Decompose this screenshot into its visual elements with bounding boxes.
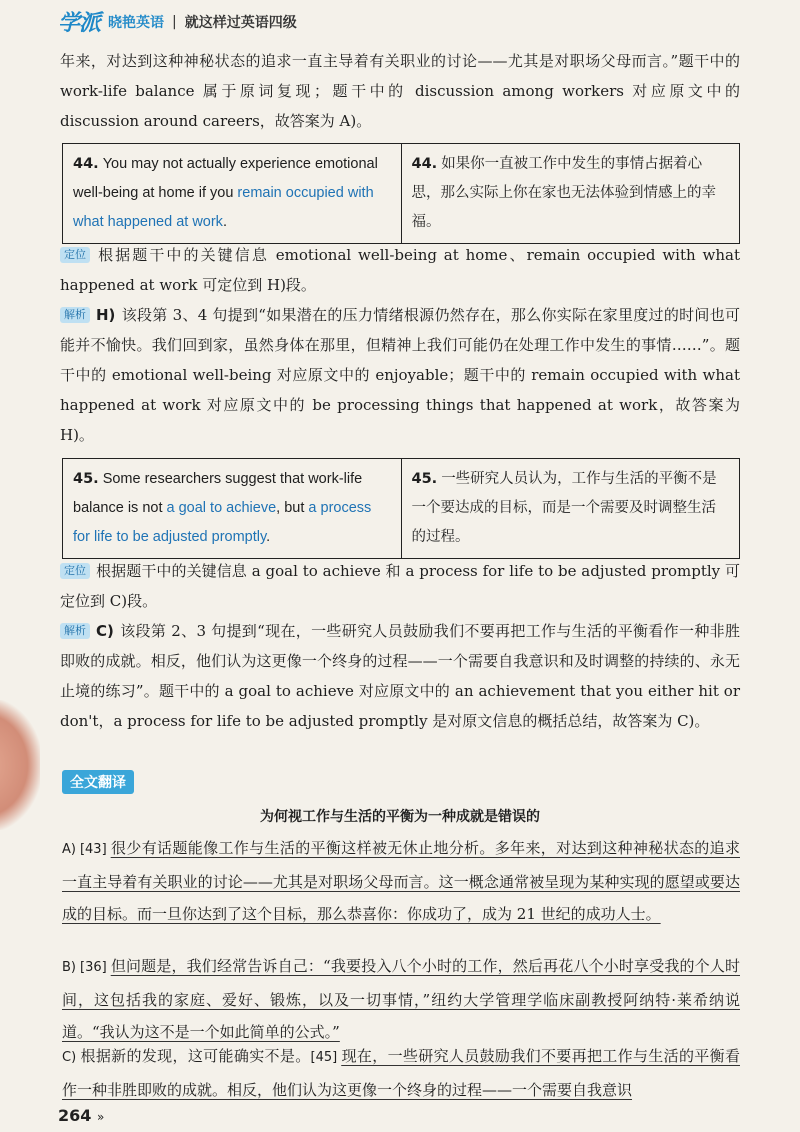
page-arrow-icon: » xyxy=(96,1110,105,1124)
header-separator: | xyxy=(172,13,177,30)
question-text: Some researchers suggest that work-life balance is not xyxy=(73,471,363,516)
analysis-text: 该段第 2、3 句提到“现在，一些研究人员鼓励我们不要再把工作与生活的平衡看作一种非胜即败的成就。相反，他们认为这更像一个终身的过程——一个需要自我意识和及时调整的持续的、永无止境的练习”。题干中的 a goal to achieve 对应原文中的 an achievement that you either hit or don't，a process for life to be adjusted promptly 是对原文信息的概括总结，故答案为 C)。 xyxy=(60,622,740,730)
translation-title: 为何视工作与生活的平衡为一种成就是错误的 xyxy=(260,809,540,825)
analysis-text: 该段第 3、4 句提到“如果潜在的压力情绪根源仍然存在，那么你实际在家里度过的时间也可能并不愉快。我们回到家，虽然身体在那里，但精神上我们可能仍在处理工作中发生的事情……”。题干中的 emotional well-being 对应原文中的 enjoyable；题干中的 remain occupied with what happened at work 对应原文中的 be processing things that happened at work，故答案为 H)。 xyxy=(60,306,740,444)
series-title: 就这样过英语四级 xyxy=(184,14,297,31)
question-45-english xyxy=(63,459,402,559)
question-44-chinese xyxy=(401,144,740,244)
paragraph-continued: 年来，对达到这种神秘状态的追求一直主导着有关职业的讨论——尤其是对职场父母而言。”题干中的 work-life balance 属于原词复现；题干中的 discussion among workers 对应原文中的 discussion around careers，故答案为 A)。 xyxy=(60,52,740,130)
translation-paragraph-c xyxy=(62,1040,740,1106)
question-ref: [43] xyxy=(79,842,107,857)
page-number-value: 264 xyxy=(58,1106,92,1125)
translation-text: 现在，一些研究人员鼓励我们不要再把工作与生活的平衡看作一种非胜即败的成就。相反，他们认为这更像一个终身的过程——一个需要自我意识 xyxy=(62,1047,740,1099)
answer-letter: H) xyxy=(96,306,116,324)
brand-name: 晓艳英语 xyxy=(108,14,165,31)
paragraph-label: B) xyxy=(62,960,76,975)
analysis-tag: 解析 xyxy=(60,623,90,639)
translation-paragraph-b xyxy=(62,950,740,1048)
translation-paragraph-a xyxy=(62,832,740,930)
question-45-chinese xyxy=(401,459,740,559)
highlight-text: a goal to achieve xyxy=(166,500,277,516)
locate-text: 根据题干中的关键信息 a goal to achieve 和 a process for life to be adjusted promptly 可定位到 C)段。 xyxy=(60,562,740,610)
analysis-tag: 解析 xyxy=(60,307,90,323)
locate-text: 根据题干中的关键信息 emotional well-being at home、remain occupied with what happened at work 可定位到 H)段。 xyxy=(60,246,740,294)
locate-44 xyxy=(60,240,740,300)
question-text-end: . xyxy=(266,529,271,545)
full-translation-tag: 全文翻译 xyxy=(62,770,134,794)
analysis-45 xyxy=(60,616,740,736)
answer-letter: C) xyxy=(96,622,114,640)
locate-45 xyxy=(60,556,740,616)
question-45-table xyxy=(62,458,740,559)
page-header xyxy=(58,6,297,37)
locate-tag: 定位 xyxy=(60,563,90,579)
question-ref: [36] xyxy=(80,960,107,975)
question-number: 45. xyxy=(73,471,99,487)
analysis-44 xyxy=(60,300,740,450)
question-ref: [45] xyxy=(310,1050,338,1065)
question-number-zh: 44. xyxy=(411,156,438,172)
translation-text: 但问题是，我们经常告诉自己：“我要投入八个小时的工作，然后再花八个小时享受我的个人时间，这包括我的家庭、爱好、锻炼，以及一切事情，”纽约大学管理学临床副教授阿纳特·莱希纳说道。“我认为这不是一个如此简单的公式。” xyxy=(62,957,740,1041)
locate-tag: 定位 xyxy=(60,247,90,263)
question-44-english xyxy=(63,144,402,244)
highlight-text: remain occupied with what happened at work xyxy=(73,185,374,230)
question-translation: 一些研究人员认为，工作与生活的平衡不是一个要达成的目标，而是一个需要及时调整生活的过程。 xyxy=(411,471,717,545)
paragraph-label: A) xyxy=(62,842,76,857)
question-text: You may not actually experience emotional well-being at home if you xyxy=(73,156,378,201)
highlight-text-2: a process for life to be adjusted promptly xyxy=(73,500,372,545)
publisher-logo: 学派 xyxy=(58,11,101,36)
question-text-mid: , but xyxy=(276,500,309,516)
page-number xyxy=(58,1106,104,1125)
question-number: 44. xyxy=(73,156,99,172)
question-translation: 如果你一直被工作中发生的事情占据着心思，那么实际上你在家也无法体验到情感上的幸福。 xyxy=(411,156,716,230)
question-text-end: . xyxy=(222,214,227,230)
translation-text: 很少有话题能像工作与生活的平衡这样被无休止地分析。多年来，对达到这种神秘状态的追求一直主导着有关职业的讨论——尤其是对职场父母而言。这一概念通常被呈现为某种实现的愿望或要达成的目标。而一旦你达到了这个目标，那么恭喜你：你成功了，成为 21 世纪的成功人士。 xyxy=(62,839,740,923)
translation-lead: 根据新的发现，这可能确实不是。 xyxy=(80,1047,311,1065)
question-44-table xyxy=(62,143,740,244)
paragraph-label: C) xyxy=(62,1050,77,1065)
question-number-zh: 45. xyxy=(411,471,438,487)
